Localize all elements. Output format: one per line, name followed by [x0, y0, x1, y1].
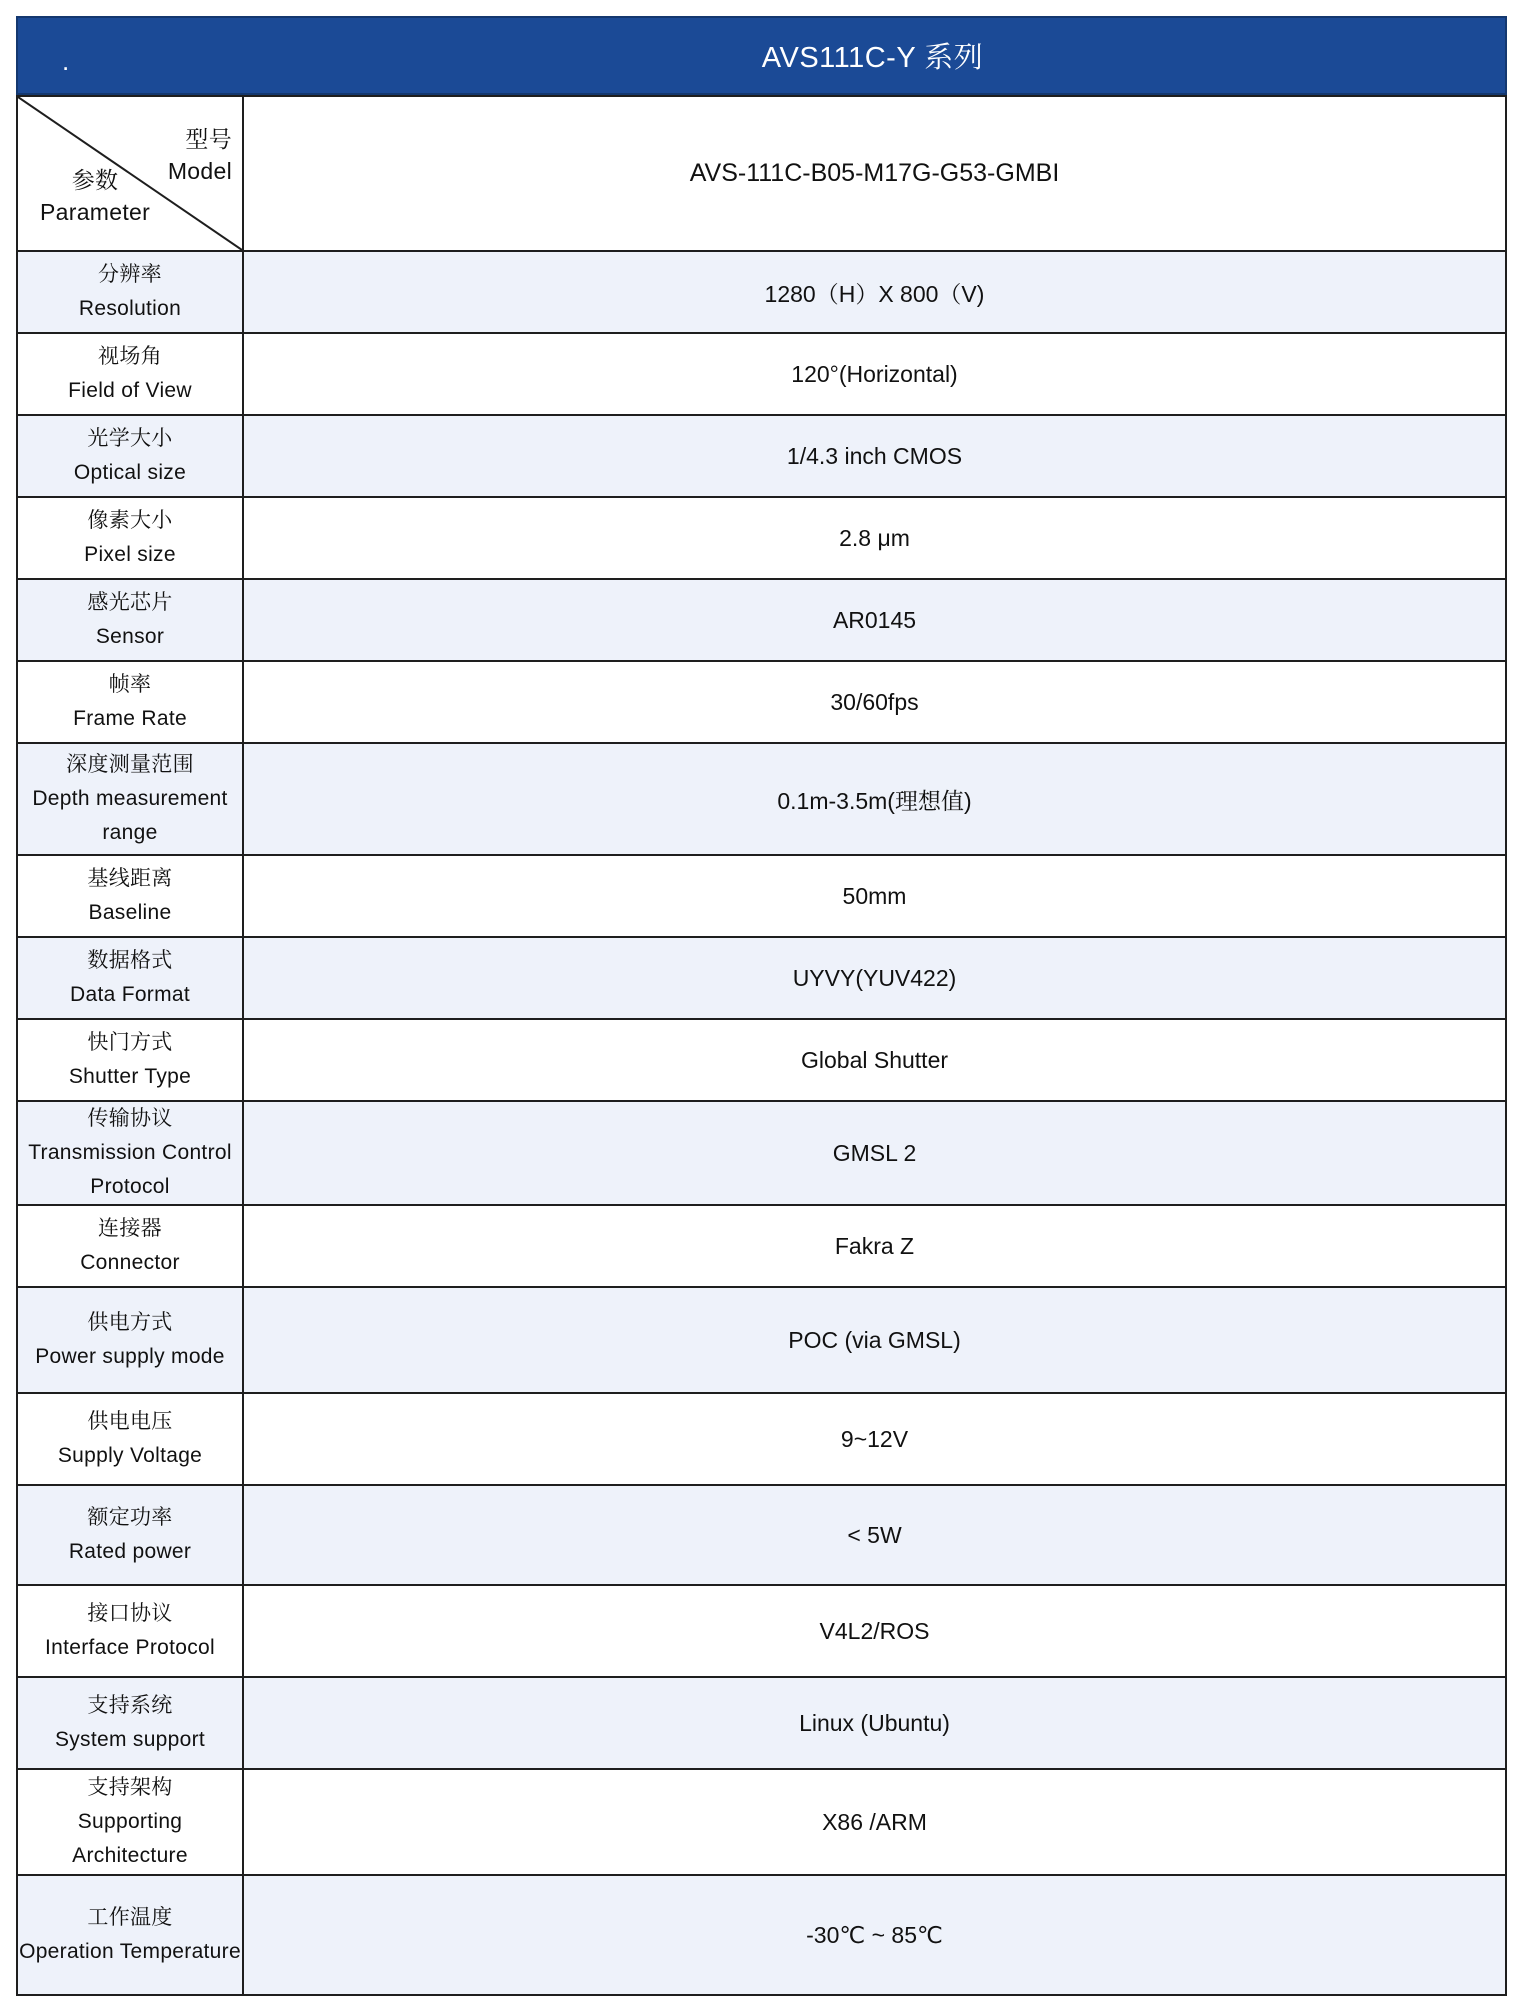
param-name-en: Baseline	[88, 901, 172, 924]
model-label	[168, 123, 232, 187]
param-cell	[17, 1769, 243, 1875]
param-value: 50mm	[243, 855, 1506, 937]
parameter-label-zh: 参数	[71, 167, 119, 193]
param-value: Global Shutter	[243, 1019, 1506, 1101]
param-value: Fakra Z	[243, 1205, 1506, 1287]
table-row	[17, 661, 1506, 743]
model-label-zh: 型号	[185, 126, 232, 152]
param-name-zh: 支持架构	[87, 1776, 173, 1799]
param-name-zh: 支持系统	[87, 1694, 173, 1717]
param-name-en: Pixel size	[84, 543, 176, 566]
param-cell	[17, 497, 243, 579]
param-cell	[17, 1205, 243, 1287]
table-row	[17, 1205, 1506, 1287]
spec-table	[16, 95, 1507, 1996]
param-name-zh: 数据格式	[87, 949, 173, 972]
param-name-zh: 供电电压	[87, 1410, 173, 1433]
table-row	[17, 1875, 1506, 1995]
param-name-zh: 工作温度	[87, 1906, 173, 1929]
param-cell	[17, 1585, 243, 1677]
param-value: -30℃ ~ 85℃	[243, 1875, 1506, 1995]
param-name-en: Interface Protocol	[45, 1636, 215, 1659]
table-row	[17, 1019, 1506, 1101]
param-cell	[17, 251, 243, 333]
param-value: 1/4.3 inch CMOS	[243, 415, 1506, 497]
table-header-row	[17, 96, 1506, 251]
param-cell	[17, 1393, 243, 1485]
param-cell	[17, 1485, 243, 1585]
table-row	[17, 1769, 1506, 1875]
param-cell	[17, 937, 243, 1019]
param-name-zh: 像素大小	[87, 509, 173, 532]
param-name-en: Depth measurement range	[32, 787, 228, 844]
param-value: UYVY(YUV422)	[243, 937, 1506, 1019]
table-row	[17, 855, 1506, 937]
param-value: GMSL 2	[243, 1101, 1506, 1205]
param-name-zh: 传输协议	[87, 1107, 173, 1130]
param-name-en: Operation Temperature	[19, 1940, 241, 1963]
table-row	[17, 333, 1506, 415]
param-name-en: Resolution	[78, 297, 182, 320]
param-name-zh: 接口协议	[87, 1602, 173, 1625]
param-name-en: Rated power	[68, 1540, 192, 1563]
model-value: AVS-111C-B05-M17G-G53-GMBI	[243, 96, 1506, 251]
param-cell	[17, 415, 243, 497]
param-name-en: System support	[54, 1728, 206, 1751]
param-name-zh: 快门方式	[87, 1031, 173, 1054]
param-cell	[17, 661, 243, 743]
table-row	[17, 743, 1506, 855]
param-name-en: Power supply mode	[35, 1345, 225, 1368]
param-cell	[17, 579, 243, 661]
param-name-zh: 光学大小	[87, 427, 173, 450]
param-value: V4L2/ROS	[243, 1585, 1506, 1677]
param-value: POC (via GMSL)	[243, 1287, 1506, 1393]
param-value: 120°(Horizontal)	[243, 333, 1506, 415]
param-name-en: Supply Voltage	[57, 1444, 203, 1467]
parameter-label-en: Parameter	[40, 199, 151, 225]
param-name-en: Connector	[80, 1251, 180, 1274]
param-name-zh: 基线距离	[87, 867, 173, 890]
param-name-en: Optical size	[73, 461, 187, 484]
param-name-en: Data Format	[70, 983, 190, 1006]
param-name-en: Shutter Type	[68, 1065, 192, 1088]
table-row	[17, 1677, 1506, 1769]
param-name-en: Field of View	[68, 379, 192, 402]
model-label-en: Model	[167, 158, 232, 184]
param-cell	[17, 1019, 243, 1101]
param-name-zh: 额定功率	[87, 1506, 173, 1529]
param-name-en: Supporting Architecture	[72, 1810, 188, 1867]
table-row	[17, 1585, 1506, 1677]
param-cell	[17, 333, 243, 415]
param-cell	[17, 1101, 243, 1205]
title-bar	[16, 16, 1507, 95]
param-name-zh: 视场角	[98, 345, 162, 368]
page-title: AVS111C-Y 系列	[761, 42, 984, 74]
table-row	[17, 415, 1506, 497]
param-value: 1280（H）X 800（V)	[243, 251, 1506, 333]
param-name-zh: 连接器	[98, 1217, 162, 1240]
param-cell	[17, 855, 243, 937]
param-name-zh: 分辨率	[98, 263, 162, 286]
param-cell	[17, 1287, 243, 1393]
param-value: 9~12V	[243, 1393, 1506, 1485]
param-value: X86 /ARM	[243, 1769, 1506, 1875]
param-name-zh: 供电方式	[87, 1311, 173, 1334]
param-value: AR0145	[243, 579, 1506, 661]
param-value: < 5W	[243, 1485, 1506, 1585]
param-cell	[17, 743, 243, 855]
title-dot: .	[62, 46, 70, 76]
table-row	[17, 579, 1506, 661]
param-value: Linux (Ubuntu)	[243, 1677, 1506, 1769]
table-row	[17, 1287, 1506, 1393]
table-row	[17, 497, 1506, 579]
param-value: 2.8 μm	[243, 497, 1506, 579]
param-value: 30/60fps	[243, 661, 1506, 743]
parameter-label	[40, 164, 150, 228]
table-row	[17, 251, 1506, 333]
param-name-en: Transmission Control Protocol	[28, 1141, 232, 1198]
param-name-en: Sensor	[95, 625, 165, 648]
spec-sheet	[16, 16, 1507, 1996]
table-row	[17, 1393, 1506, 1485]
header-corner-cell	[17, 96, 243, 251]
param-name-en: Frame Rate	[73, 707, 187, 730]
param-name-zh: 感光芯片	[87, 591, 173, 614]
param-value: 0.1m-3.5m(理想值)	[243, 743, 1506, 855]
param-cell	[17, 1677, 243, 1769]
param-cell	[17, 1875, 243, 1995]
table-row	[17, 1485, 1506, 1585]
table-row	[17, 1101, 1506, 1205]
param-name-zh: 深度测量范围	[66, 753, 194, 776]
param-name-zh: 帧率	[108, 673, 152, 696]
table-row	[17, 937, 1506, 1019]
